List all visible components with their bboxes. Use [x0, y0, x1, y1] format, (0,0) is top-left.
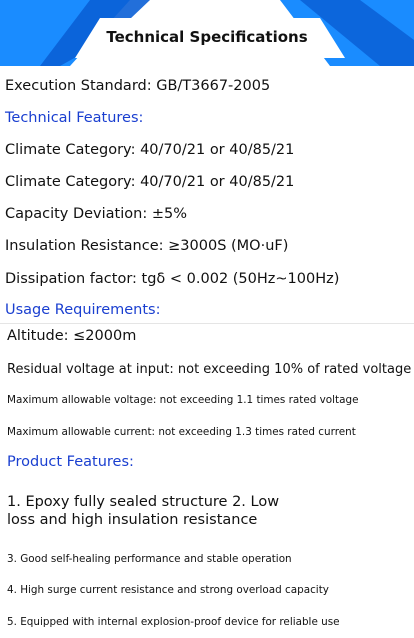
dissipation-factor: Dissipation factor: tgδ < 0.002 (50Hz~100Hz): [5, 271, 340, 287]
header-banner: [0, 0, 414, 66]
capacity-deviation: Capacity Deviation: ±5%: [5, 206, 187, 222]
max-current: Maximum allowable current: not exceeding 1.3 times rated current: [7, 426, 356, 438]
product-feature-5: 5. Equipped with internal explosion-proof device for reliable use: [7, 616, 340, 628]
residual-voltage: Residual voltage at input: not exceeding 10% of rated voltage: [7, 362, 412, 377]
altitude: Altitude: ≤2000m: [7, 328, 137, 344]
technical-features-heading: Technical Features:: [5, 110, 144, 126]
product-feature-4: 4. High surge current resistance and strong overload capacity: [7, 584, 329, 596]
climate-category-1: Climate Category: 40/70/21 or 40/85/21: [5, 142, 295, 158]
max-voltage: Maximum allowable voltage: not exceeding 1.1 times rated voltage: [7, 394, 359, 406]
insulation-resistance: Insulation Resistance: ≥3000S (MO·uF): [5, 238, 289, 254]
page-title: Technical Specifications: [106, 28, 308, 46]
product-feature-1-line-2: loss and high insulation resistance: [7, 512, 258, 528]
usage-and-features-section: [0, 324, 414, 638]
product-feature-1-line-1: 1. Epoxy fully sealed structure 2. Low: [7, 494, 280, 510]
usage-requirements-heading: Usage Requirements:: [5, 302, 161, 318]
execution-standard: Execution Standard: GB/T3667-2005: [5, 78, 271, 94]
specifications-section: [0, 66, 414, 324]
product-features-heading: Product Features:: [7, 454, 134, 470]
spec-content: [0, 66, 414, 638]
climate-category-2: Climate Category: 40/70/21 or 40/85/21: [5, 174, 295, 190]
product-feature-3: 3. Good self-healing performance and stable operation: [7, 553, 292, 565]
